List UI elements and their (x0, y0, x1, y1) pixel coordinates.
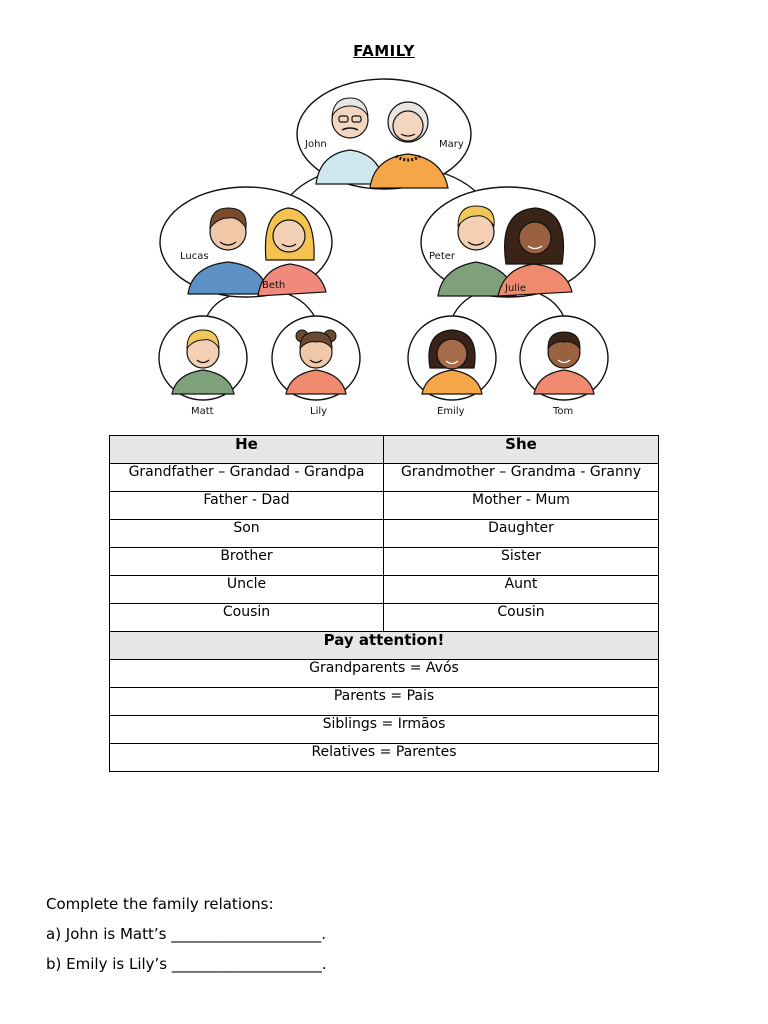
table-cell: Uncle (110, 576, 384, 604)
table-cell: Grandparents = Avós (110, 660, 659, 688)
child-node-lily (272, 316, 360, 417)
table-cell: Parents = Pais (110, 688, 659, 716)
right-parents-node (421, 187, 595, 297)
table-cell: Aunt (384, 576, 659, 604)
table-cell: Sister (384, 548, 659, 576)
table-row (110, 744, 659, 772)
table-row (110, 660, 659, 688)
table-cell: Siblings = Irmãos (110, 716, 659, 744)
table-row (110, 604, 659, 632)
name-label: Lily (310, 406, 328, 417)
name-label: Emily (437, 406, 465, 417)
left-parents-node (160, 187, 332, 297)
table-row (110, 520, 659, 548)
table-row (110, 716, 659, 744)
column-header-he: He (110, 436, 384, 464)
table-row (110, 688, 659, 716)
exercise-section (46, 893, 327, 983)
table-cell: Grandfather – Grandad - Grandpa (110, 464, 384, 492)
page-title: FAMILY (353, 42, 415, 60)
table-row (110, 464, 659, 492)
name-label: Beth (262, 280, 286, 291)
name-label: Tom (553, 406, 574, 417)
table-cell: Cousin (384, 604, 659, 632)
table-cell: Cousin (110, 604, 384, 632)
column-header-she: She (384, 436, 659, 464)
name-label: Peter (429, 251, 456, 262)
table-row (110, 492, 659, 520)
table-cell: Relatives = Parentes (110, 744, 659, 772)
table-row (110, 548, 659, 576)
child-node-matt (159, 316, 247, 417)
table-cell: Daughter (384, 520, 659, 548)
table-cell: Brother (110, 548, 384, 576)
attention-header-row (110, 632, 659, 660)
name-label: Matt (191, 406, 214, 417)
table-cell: Grandmother – Grandma - Granny (384, 464, 659, 492)
family-tree-illustration (158, 72, 610, 422)
grandparents-node (297, 79, 471, 189)
table-row (110, 576, 659, 604)
name-label: John (305, 139, 327, 150)
exercise-instruction: Complete the family relations: (46, 895, 274, 913)
table-cell: Mother - Mum (384, 492, 659, 520)
child-node-emily (408, 316, 496, 417)
table-cell: Father - Dad (110, 492, 384, 520)
child-node-tom (520, 316, 608, 417)
name-label: Julie (505, 283, 526, 294)
exercise-item: b) Emily is Lily’s ____________________. (46, 955, 327, 973)
name-label: Lucas (180, 251, 209, 262)
name-label: Mary (439, 139, 464, 150)
table-cell: Son (110, 520, 384, 548)
vocabulary-table (109, 435, 659, 772)
table-header-row (110, 436, 659, 464)
exercise-item: a) John is Matt’s ____________________. (46, 925, 326, 943)
attention-header: Pay attention! (110, 632, 659, 660)
